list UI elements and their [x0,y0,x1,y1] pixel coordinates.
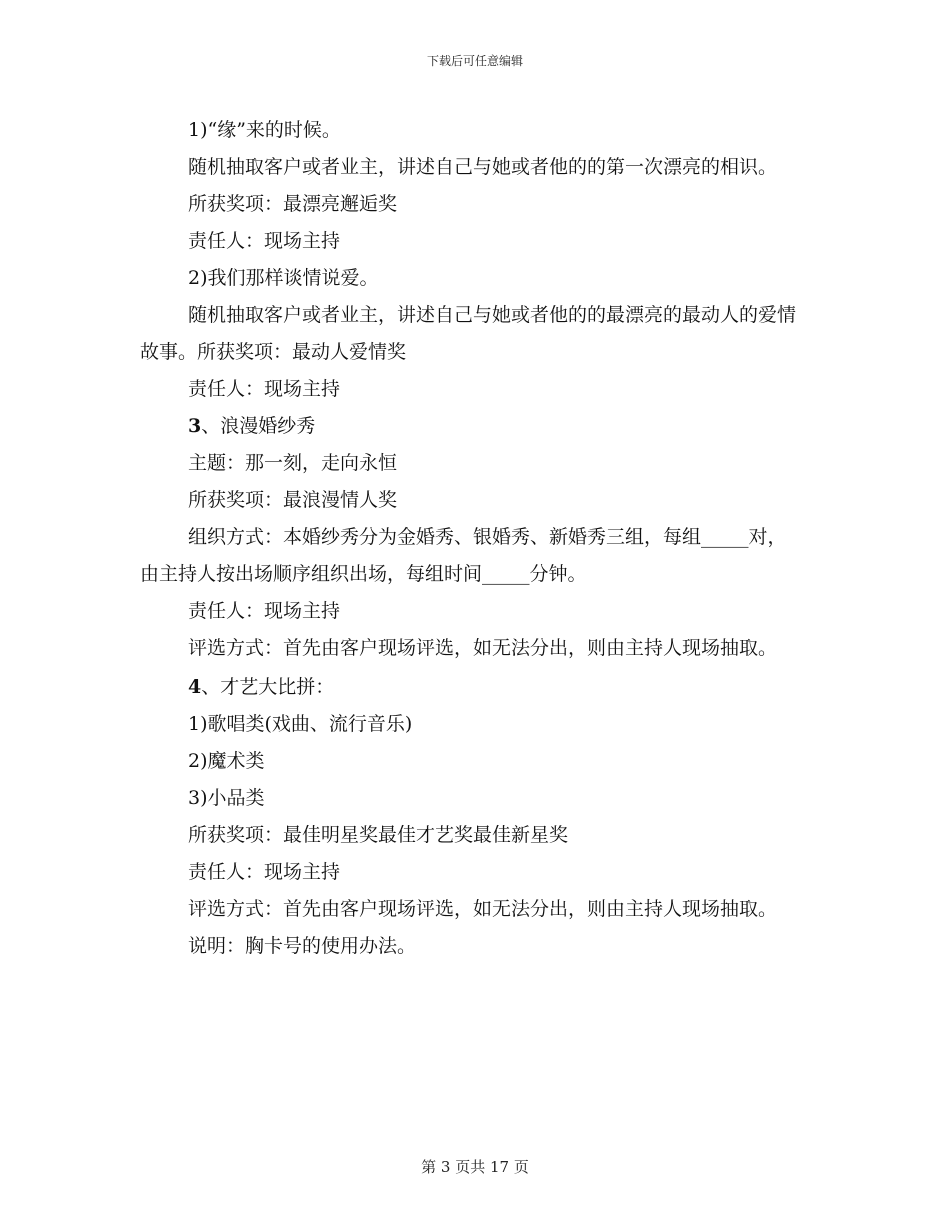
paragraph-17: 3)小品类 [188,787,265,809]
section-number: 3 [188,415,202,437]
paragraph-16: 2)魔术类 [188,750,265,772]
paragraph-4: 责任人：现场主持 [188,230,341,252]
paragraph-6: 随机抽取客户或者业主，讲述自己与她或者他的的最漂亮的最动人的爱情故事。所获奖项：最动人爱情奖 [140,304,797,363]
paragraph-19: 责任人：现场主持 [188,861,341,883]
paragraph-12: 责任人：现场主持 [188,600,341,622]
paragraph-9: 主题：那一刻，走向永恒 [188,452,398,474]
document-body [140,112,800,965]
paragraph-11: 组织方式：本婚纱秀分为金婚秀、银婚秀、新婚秀三组，每组_____对，由主持人按出场顺序组织出场，每组时间_____分钟。 [140,526,787,585]
paragraph-3: 所获奖项：最漂亮邂逅奖 [188,193,398,215]
paragraph-10: 所获奖项：最浪漫情人奖 [188,489,398,511]
paragraph-5: 2)我们那样谈情说爱。 [188,267,379,289]
section-title: 、才艺大比拼： [201,676,335,698]
paragraph-2: 随机抽取客户或者业主，讲述自己与她或者他的的第一次漂亮的相识。 [188,156,778,178]
section-heading-4 [140,669,800,706]
section-title: 、浪漫婚纱秀 [201,415,316,437]
paragraph-13: 评选方式：首先由客户现场评选，如无法分出，则由主持人现场抽取。 [188,637,778,659]
paragraph-1: 1)“缘”来的时候。 [188,119,341,141]
section-heading-3 [140,408,800,445]
paragraph-18: 所获奖项：最佳明星奖最佳才艺奖最佳新星奖 [188,824,569,846]
section-number: 4 [188,676,202,698]
page-footer: 第 3 页共 17 页 [421,1158,529,1176]
page-header: 下载后可任意编辑 [426,54,523,68]
paragraph-15: 1)歌唱类(戏曲、流行音乐) [188,713,413,735]
paragraph-21: 说明：胸卡号的使用办法。 [188,935,417,957]
paragraph-20: 评选方式：首先由客户现场评选，如无法分出，则由主持人现场抽取。 [188,898,778,920]
paragraph-7: 责任人：现场主持 [188,378,341,400]
